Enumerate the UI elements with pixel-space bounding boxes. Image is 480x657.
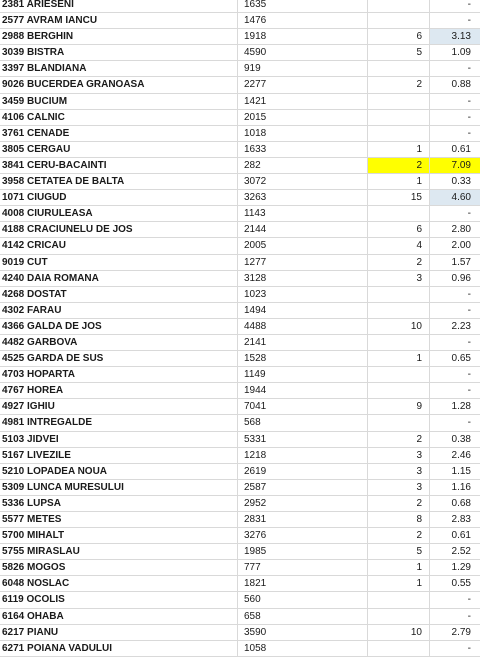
rate-cell[interactable]: 1.09 <box>451 47 471 59</box>
locality-name: CENADE <box>27 127 70 139</box>
population-cell[interactable]: 1494 <box>238 303 368 318</box>
rate-cell[interactable]: - <box>467 288 471 300</box>
rate-cell[interactable]: - <box>467 594 471 606</box>
locality-name: BUCIUM <box>27 95 68 107</box>
locality-code: 5700 <box>2 530 25 542</box>
locality-code: 2988 <box>2 31 25 43</box>
locality-code: 5103 <box>2 433 25 445</box>
locality-cell[interactable] <box>0 303 238 318</box>
locality-code: 3397 <box>2 63 25 75</box>
rate-cell[interactable]: 0.61 <box>451 143 471 155</box>
table-row <box>0 544 480 560</box>
table-row <box>0 512 480 528</box>
locality-code: 5755 <box>2 546 25 558</box>
cases-cell[interactable] <box>368 287 430 302</box>
locality-cell[interactable] <box>0 351 238 366</box>
locality-cell[interactable] <box>0 641 238 656</box>
locality-code: 3039 <box>2 47 25 59</box>
locality-name: IGHIU <box>27 401 55 413</box>
population-cell[interactable]: 1821 <box>238 576 368 591</box>
table-row <box>0 0 480 13</box>
cases-cell[interactable]: 3 <box>368 464 430 479</box>
population-cell[interactable]: 2831 <box>238 512 368 527</box>
rate-cell[interactable]: 1.29 <box>451 562 471 574</box>
locality-cell[interactable] <box>0 29 238 44</box>
locality-code: 4767 <box>2 385 25 397</box>
cases-cell[interactable]: 6 <box>368 222 430 237</box>
locality-name: MOGOS <box>27 562 66 574</box>
rate-cell[interactable]: 4.60 <box>430 190 480 205</box>
cases-cell[interactable] <box>368 303 430 318</box>
population-cell[interactable]: 3590 <box>238 625 368 640</box>
locality-name: CALNIC <box>27 111 65 123</box>
table-row <box>0 126 480 142</box>
locality-cell[interactable] <box>0 287 238 302</box>
rate-cell[interactable]: 0.55 <box>451 578 471 590</box>
cases-cell[interactable] <box>368 367 430 382</box>
rate-cell[interactable]: 0.38 <box>451 433 471 445</box>
locality-name: LUNCA MURESULUI <box>27 481 124 493</box>
table-row <box>0 158 480 174</box>
rate-cell[interactable]: - <box>467 208 471 220</box>
population-cell[interactable]: 1476 <box>238 13 368 28</box>
table-row <box>0 560 480 576</box>
locality-cell[interactable] <box>0 13 238 28</box>
table-row <box>0 641 480 657</box>
locality-name: LIVEZILE <box>27 449 71 461</box>
locality-code: 4482 <box>2 336 25 348</box>
locality-name: CERU-BACAINTI <box>27 159 107 171</box>
locality-name: FARAU <box>27 304 62 316</box>
locality-name: ARIESENI <box>26 0 74 10</box>
rate-cell[interactable]: - <box>467 417 471 429</box>
locality-code: 6217 <box>2 626 25 638</box>
locality-code: 3841 <box>2 159 25 171</box>
cases-cell[interactable] <box>368 609 430 624</box>
locality-cell[interactable] <box>0 335 238 350</box>
locality-name: BLANDIANA <box>27 63 87 75</box>
population-cell[interactable]: 4590 <box>238 45 368 60</box>
locality-code: 3761 <box>2 127 25 139</box>
locality-code: 4106 <box>2 111 25 123</box>
locality-cell[interactable] <box>0 383 238 398</box>
table-row <box>0 206 480 222</box>
locality-code: 9026 <box>2 79 25 91</box>
population-cell[interactable]: 658 <box>238 609 368 624</box>
locality-name: BISTRA <box>27 47 65 59</box>
rate-cell[interactable]: 2.00 <box>451 240 471 252</box>
population-cell[interactable]: 2619 <box>238 464 368 479</box>
rate-cell[interactable]: 1.15 <box>451 465 471 477</box>
locality-code: 5167 <box>2 449 25 461</box>
locality-code: 4981 <box>2 417 25 429</box>
population-cell[interactable]: 1018 <box>238 126 368 141</box>
locality-code: 4525 <box>2 353 25 365</box>
rate-cell[interactable]: 3.13 <box>430 29 480 44</box>
locality-name: CRICAU <box>27 240 66 252</box>
table-row <box>0 174 480 190</box>
table-row <box>0 45 480 61</box>
locality-code: 5210 <box>2 465 25 477</box>
table-row <box>0 399 480 415</box>
rate-cell[interactable]: 7.09 <box>430 158 480 173</box>
population-cell[interactable]: 1985 <box>238 544 368 559</box>
population-cell[interactable]: 560 <box>238 592 368 607</box>
locality-name: DAIA ROMANA <box>27 272 99 284</box>
rate-cell[interactable]: - <box>467 304 471 316</box>
cases-cell[interactable]: 5 <box>368 45 430 60</box>
population-cell[interactable]: 2277 <box>238 77 368 92</box>
cases-cell[interactable] <box>368 110 430 125</box>
locality-cell[interactable] <box>0 625 238 640</box>
population-cell[interactable]: 1421 <box>238 94 368 109</box>
locality-cell[interactable] <box>0 399 238 414</box>
rate-cell[interactable]: 1.16 <box>451 481 471 493</box>
locality-cell[interactable] <box>0 190 238 205</box>
population-cell[interactable]: 5331 <box>238 432 368 447</box>
locality-name: METES <box>27 514 62 525</box>
population-cell[interactable]: 1528 <box>238 351 368 366</box>
table-row <box>0 625 480 641</box>
table-row <box>0 528 480 544</box>
cases-cell[interactable]: 3 <box>368 448 430 463</box>
population-cell[interactable]: 2005 <box>238 238 368 253</box>
table-row <box>0 448 480 464</box>
cases-cell[interactable]: 1 <box>368 174 430 189</box>
table-row <box>0 319 480 335</box>
locality-code: 3805 <box>2 143 25 155</box>
locality-name: INTREGALDE <box>27 417 93 429</box>
locality-name: CIUGUD <box>27 192 67 204</box>
population-cell[interactable]: 1918 <box>238 29 368 44</box>
rate-cell[interactable]: - <box>467 369 471 381</box>
cases-cell[interactable]: 8 <box>368 512 430 527</box>
locality-cell[interactable] <box>0 238 238 253</box>
rate-cell[interactable]: 2.46 <box>451 449 471 461</box>
cases-cell[interactable]: 9 <box>368 399 430 414</box>
locality-cell[interactable] <box>0 158 238 173</box>
locality-name: GARDA DE SUS <box>27 353 104 365</box>
locality-name: HOPARTA <box>27 369 75 381</box>
rate-cell[interactable]: 2.23 <box>451 320 471 332</box>
locality-cell[interactable] <box>0 512 238 527</box>
cases-cell[interactable]: 1 <box>368 560 430 575</box>
cases-cell[interactable]: 4 <box>368 238 430 253</box>
locality-cell[interactable] <box>0 45 238 60</box>
locality-code: 4240 <box>2 272 25 284</box>
cases-cell[interactable]: 10 <box>368 625 430 640</box>
table-row <box>0 222 480 238</box>
cases-cell[interactable] <box>368 61 430 76</box>
table-row <box>0 13 480 29</box>
locality-code: 4008 <box>2 208 25 220</box>
locality-cell[interactable] <box>0 560 238 575</box>
locality-name: GARBOVA <box>27 336 78 348</box>
rate-cell[interactable]: 0.96 <box>451 272 471 284</box>
locality-cell[interactable] <box>0 544 238 559</box>
cases-cell[interactable]: 15 <box>368 190 430 205</box>
population-cell[interactable]: 1635 <box>238 0 368 12</box>
locality-cell[interactable] <box>0 222 238 237</box>
population-cell[interactable]: 4488 <box>238 319 368 334</box>
cases-cell[interactable]: 2 <box>368 255 430 270</box>
locality-cell[interactable] <box>0 255 238 270</box>
rate-cell[interactable]: 2.80 <box>451 224 471 236</box>
locality-code: 6271 <box>2 642 25 654</box>
population-cell[interactable]: 2015 <box>238 110 368 125</box>
cases-cell[interactable]: 2 <box>368 432 430 447</box>
cases-cell[interactable]: 6 <box>368 29 430 44</box>
locality-code: 5336 <box>2 497 25 509</box>
locality-code: 4927 <box>2 401 25 413</box>
locality-cell[interactable] <box>0 480 238 495</box>
table-row <box>0 61 480 77</box>
locality-name: HOREA <box>27 385 64 397</box>
rate-cell[interactable]: 0.88 <box>451 79 471 91</box>
population-cell[interactable]: 1633 <box>238 142 368 157</box>
population-cell[interactable]: 777 <box>238 560 368 575</box>
population-cell[interactable]: 282 <box>238 158 368 173</box>
table-row <box>0 383 480 399</box>
table-row <box>0 238 480 254</box>
cases-cell[interactable] <box>368 415 430 430</box>
table-row <box>0 415 480 431</box>
locality-code: 3459 <box>2 95 25 107</box>
table-row <box>0 480 480 496</box>
locality-name: BERGHIN <box>27 31 74 43</box>
locality-name: MIHALT <box>27 530 65 542</box>
rate-cell[interactable]: - <box>467 111 471 123</box>
locality-code: 9019 <box>2 256 25 268</box>
locality-cell[interactable] <box>0 77 238 92</box>
locality-name: JIDVEI <box>27 433 59 445</box>
rate-cell[interactable]: - <box>467 127 471 139</box>
table-row <box>0 592 480 608</box>
table-row <box>0 335 480 351</box>
table-row <box>0 496 480 512</box>
locality-name: PIANU <box>27 626 59 638</box>
locality-code: 6119 <box>2 594 24 606</box>
table-row <box>0 609 480 625</box>
rate-cell[interactable]: - <box>467 0 471 10</box>
locality-name: BUCERDEA GRANOASA <box>27 79 145 91</box>
population-cell[interactable]: 7041 <box>238 399 368 414</box>
locality-name: DOSTAT <box>27 288 67 300</box>
population-cell[interactable]: 2141 <box>238 335 368 350</box>
population-cell[interactable]: 3072 <box>238 174 368 189</box>
locality-code: 4142 <box>2 240 25 252</box>
cases-cell[interactable]: 3 <box>368 271 430 286</box>
locality-cell[interactable] <box>0 464 238 479</box>
table-row <box>0 351 480 367</box>
locality-cell[interactable] <box>0 415 238 430</box>
cases-cell[interactable] <box>368 94 430 109</box>
table-row <box>0 303 480 319</box>
rate-cell[interactable]: - <box>467 385 471 397</box>
rate-cell[interactable]: - <box>467 336 471 348</box>
table-row <box>0 110 480 126</box>
table-row <box>0 432 480 448</box>
rate-cell[interactable]: 0.61 <box>451 530 471 542</box>
cases-cell[interactable]: 2 <box>368 528 430 543</box>
rate-cell[interactable]: 0.33 <box>451 176 471 188</box>
table-row <box>0 255 480 271</box>
rate-cell[interactable]: - <box>467 610 471 622</box>
cases-cell[interactable] <box>368 126 430 141</box>
locality-name: CUT <box>27 256 48 268</box>
locality-code: 5309 <box>2 481 25 493</box>
table-row <box>0 29 480 45</box>
locality-code: 5826 <box>2 562 25 574</box>
cases-cell[interactable]: 5 <box>368 544 430 559</box>
population-cell[interactable]: 3128 <box>238 271 368 286</box>
cases-cell[interactable]: 2 <box>368 496 430 511</box>
table-row <box>0 190 480 206</box>
population-cell[interactable]: 919 <box>238 61 368 76</box>
cases-cell[interactable]: 2 <box>368 158 430 173</box>
population-cell[interactable]: 3263 <box>238 190 368 205</box>
locality-cell[interactable] <box>0 496 238 511</box>
population-cell[interactable]: 1143 <box>238 206 368 221</box>
population-cell[interactable]: 1058 <box>238 641 368 656</box>
table-row <box>0 77 480 93</box>
population-cell[interactable]: 1218 <box>238 448 368 463</box>
locality-name: CRACIUNELU DE JOS <box>27 224 133 236</box>
cases-cell[interactable] <box>368 592 430 607</box>
locality-cell[interactable] <box>0 319 238 334</box>
locality-name: NOSLAC <box>27 578 70 590</box>
population-cell[interactable]: 1023 <box>238 287 368 302</box>
cases-cell[interactable] <box>368 335 430 350</box>
cases-cell[interactable] <box>368 641 430 656</box>
population-cell[interactable]: 1944 <box>238 383 368 398</box>
locality-cell[interactable] <box>0 432 238 447</box>
locality-cell[interactable] <box>0 609 238 624</box>
population-cell[interactable]: 3276 <box>238 528 368 543</box>
cases-cell[interactable]: 1 <box>368 351 430 366</box>
rate-cell[interactable]: 0.65 <box>451 353 471 365</box>
locality-cell[interactable] <box>0 206 238 221</box>
cases-cell[interactable]: 1 <box>368 142 430 157</box>
locality-code: 4188 <box>2 224 25 236</box>
locality-cell[interactable] <box>0 367 238 382</box>
table-row <box>0 367 480 383</box>
table-row <box>0 464 480 480</box>
rate-cell[interactable]: 2.83 <box>451 514 471 525</box>
table-row <box>0 142 480 158</box>
cases-cell[interactable]: 3 <box>368 480 430 495</box>
locality-name: CIURULEASA <box>27 208 93 220</box>
locality-name: AVRAM IANCU <box>26 15 98 27</box>
locality-cell[interactable] <box>0 592 238 607</box>
locality-code: 4302 <box>2 304 25 316</box>
rate-cell[interactable]: - <box>467 95 471 107</box>
table-row <box>0 287 480 303</box>
locality-cell[interactable] <box>0 448 238 463</box>
locality-code: 4366 <box>2 320 25 332</box>
population-cell[interactable]: 2952 <box>238 496 368 511</box>
locality-cell[interactable] <box>0 142 238 157</box>
locality-name: CETATEA DE BALTA <box>27 176 125 188</box>
population-cell[interactable]: 568 <box>238 415 368 430</box>
table-row <box>0 94 480 110</box>
cases-cell[interactable]: 1 <box>368 576 430 591</box>
rate-cell[interactable]: 1.28 <box>451 401 471 413</box>
cases-cell[interactable]: 2 <box>368 77 430 92</box>
population-cell[interactable]: 2144 <box>238 222 368 237</box>
locality-name: POIANA VADULUI <box>27 642 113 654</box>
locality-cell[interactable] <box>0 94 238 109</box>
locality-name: CERGAU <box>27 143 71 155</box>
locality-name: OCOLIS <box>26 594 65 606</box>
locality-code: 4703 <box>2 369 25 381</box>
locality-code: 2381 <box>2 0 25 10</box>
locality-name: LOPADEA NOUA <box>27 465 108 477</box>
rate-cell[interactable]: 0.68 <box>451 497 471 509</box>
locality-code: 6164 <box>2 610 25 622</box>
locality-name: LUPSA <box>27 497 61 509</box>
locality-name: OHABA <box>27 610 64 622</box>
locality-cell[interactable] <box>0 126 238 141</box>
cases-cell[interactable] <box>368 0 430 12</box>
locality-code: 1071 <box>2 192 25 204</box>
locality-code: 6048 <box>2 578 25 590</box>
locality-name: MIRASLAU <box>27 546 80 558</box>
rate-cell[interactable]: 2.79 <box>451 626 471 638</box>
locality-code: 2577 <box>2 15 25 27</box>
locality-code: 4268 <box>2 288 25 300</box>
locality-cell[interactable] <box>0 110 238 125</box>
locality-cell[interactable] <box>0 174 238 189</box>
population-cell[interactable]: 2587 <box>238 480 368 495</box>
locality-cell[interactable] <box>0 61 238 76</box>
locality-cell[interactable] <box>0 528 238 543</box>
population-cell[interactable]: 1277 <box>238 255 368 270</box>
locality-cell[interactable] <box>0 0 238 12</box>
rate-cell[interactable]: - <box>467 15 471 27</box>
rate-cell[interactable]: 1.57 <box>451 256 471 268</box>
cases-cell[interactable]: 10 <box>368 319 430 334</box>
rate-cell[interactable]: - <box>467 642 471 654</box>
rate-cell[interactable]: - <box>467 63 471 75</box>
locality-cell[interactable] <box>0 271 238 286</box>
cases-cell[interactable] <box>368 383 430 398</box>
table-row <box>0 576 480 592</box>
cases-cell[interactable] <box>368 206 430 221</box>
table-row <box>0 271 480 287</box>
locality-cell[interactable] <box>0 576 238 591</box>
rate-cell[interactable]: 2.52 <box>451 546 471 558</box>
locality-name: GALDA DE JOS <box>27 320 102 332</box>
locality-code: 5577 <box>2 514 25 525</box>
locality-code: 3958 <box>2 176 25 188</box>
population-cell[interactable]: 1149 <box>238 367 368 382</box>
cases-cell[interactable] <box>368 13 430 28</box>
